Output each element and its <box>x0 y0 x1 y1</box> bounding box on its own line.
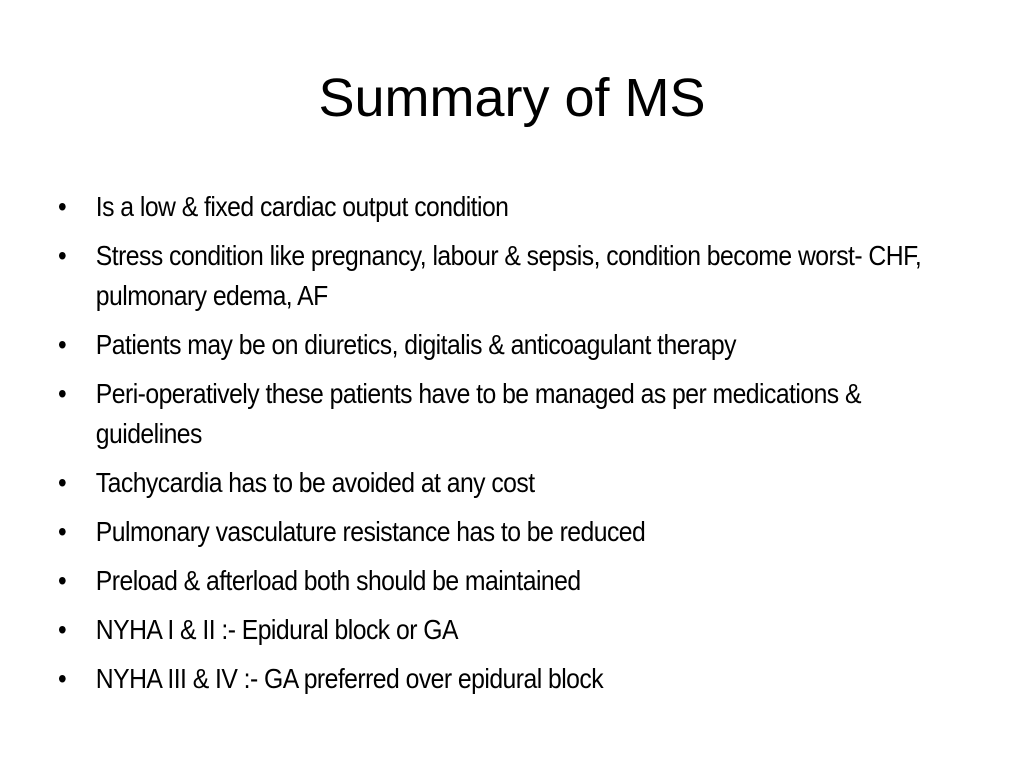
bullet-item <box>58 325 960 365</box>
bullet-list <box>58 187 958 708</box>
bullet-item <box>58 463 960 503</box>
bullet-text: NYHA III & IV :- GA preferred over epidural block <box>95 663 604 694</box>
bullet-item <box>58 236 960 316</box>
bullet-item <box>58 512 960 552</box>
bullet-dot-icon: • <box>58 240 67 271</box>
bullet-dot-icon: • <box>58 614 67 645</box>
bullet-text: Is a low & fixed cardiac output condition <box>95 191 509 222</box>
bullet-dot-icon: • <box>58 565 67 596</box>
bullet-text: Peri-operatively these patients have to be managed as per medications & guidelines <box>95 378 861 449</box>
bullet-item <box>58 610 960 650</box>
bullet-dot-icon: • <box>58 663 67 694</box>
bullet-dot-icon: • <box>58 467 67 498</box>
bullet-dot-icon: • <box>58 191 67 222</box>
bullet-text: NYHA I & II :- Epidural block or GA <box>95 614 458 645</box>
bullet-dot-icon: • <box>58 378 67 409</box>
bullet-item <box>58 187 960 227</box>
bullet-item <box>58 561 960 601</box>
bullet-item <box>58 659 960 699</box>
bullet-dot-icon: • <box>58 329 67 360</box>
slide-title: Summary of MS <box>318 68 706 128</box>
bullet-text: Preload & afterload both should be maintained <box>95 565 581 596</box>
bullet-text: Tachycardia has to be avoided at any cost <box>95 467 535 498</box>
bullet-text: Patients may be on diuretics, digitalis & anticoagulant therapy <box>95 329 736 360</box>
bullet-item <box>58 374 960 454</box>
bullet-text: Pulmonary vasculature resistance has to be reduced <box>95 516 646 547</box>
bullet-dot-icon: • <box>58 516 67 547</box>
bullet-text: Stress condition like pregnancy, labour & sepsis, condition become worst- CHF, pulmonary edema, AF <box>95 240 922 311</box>
